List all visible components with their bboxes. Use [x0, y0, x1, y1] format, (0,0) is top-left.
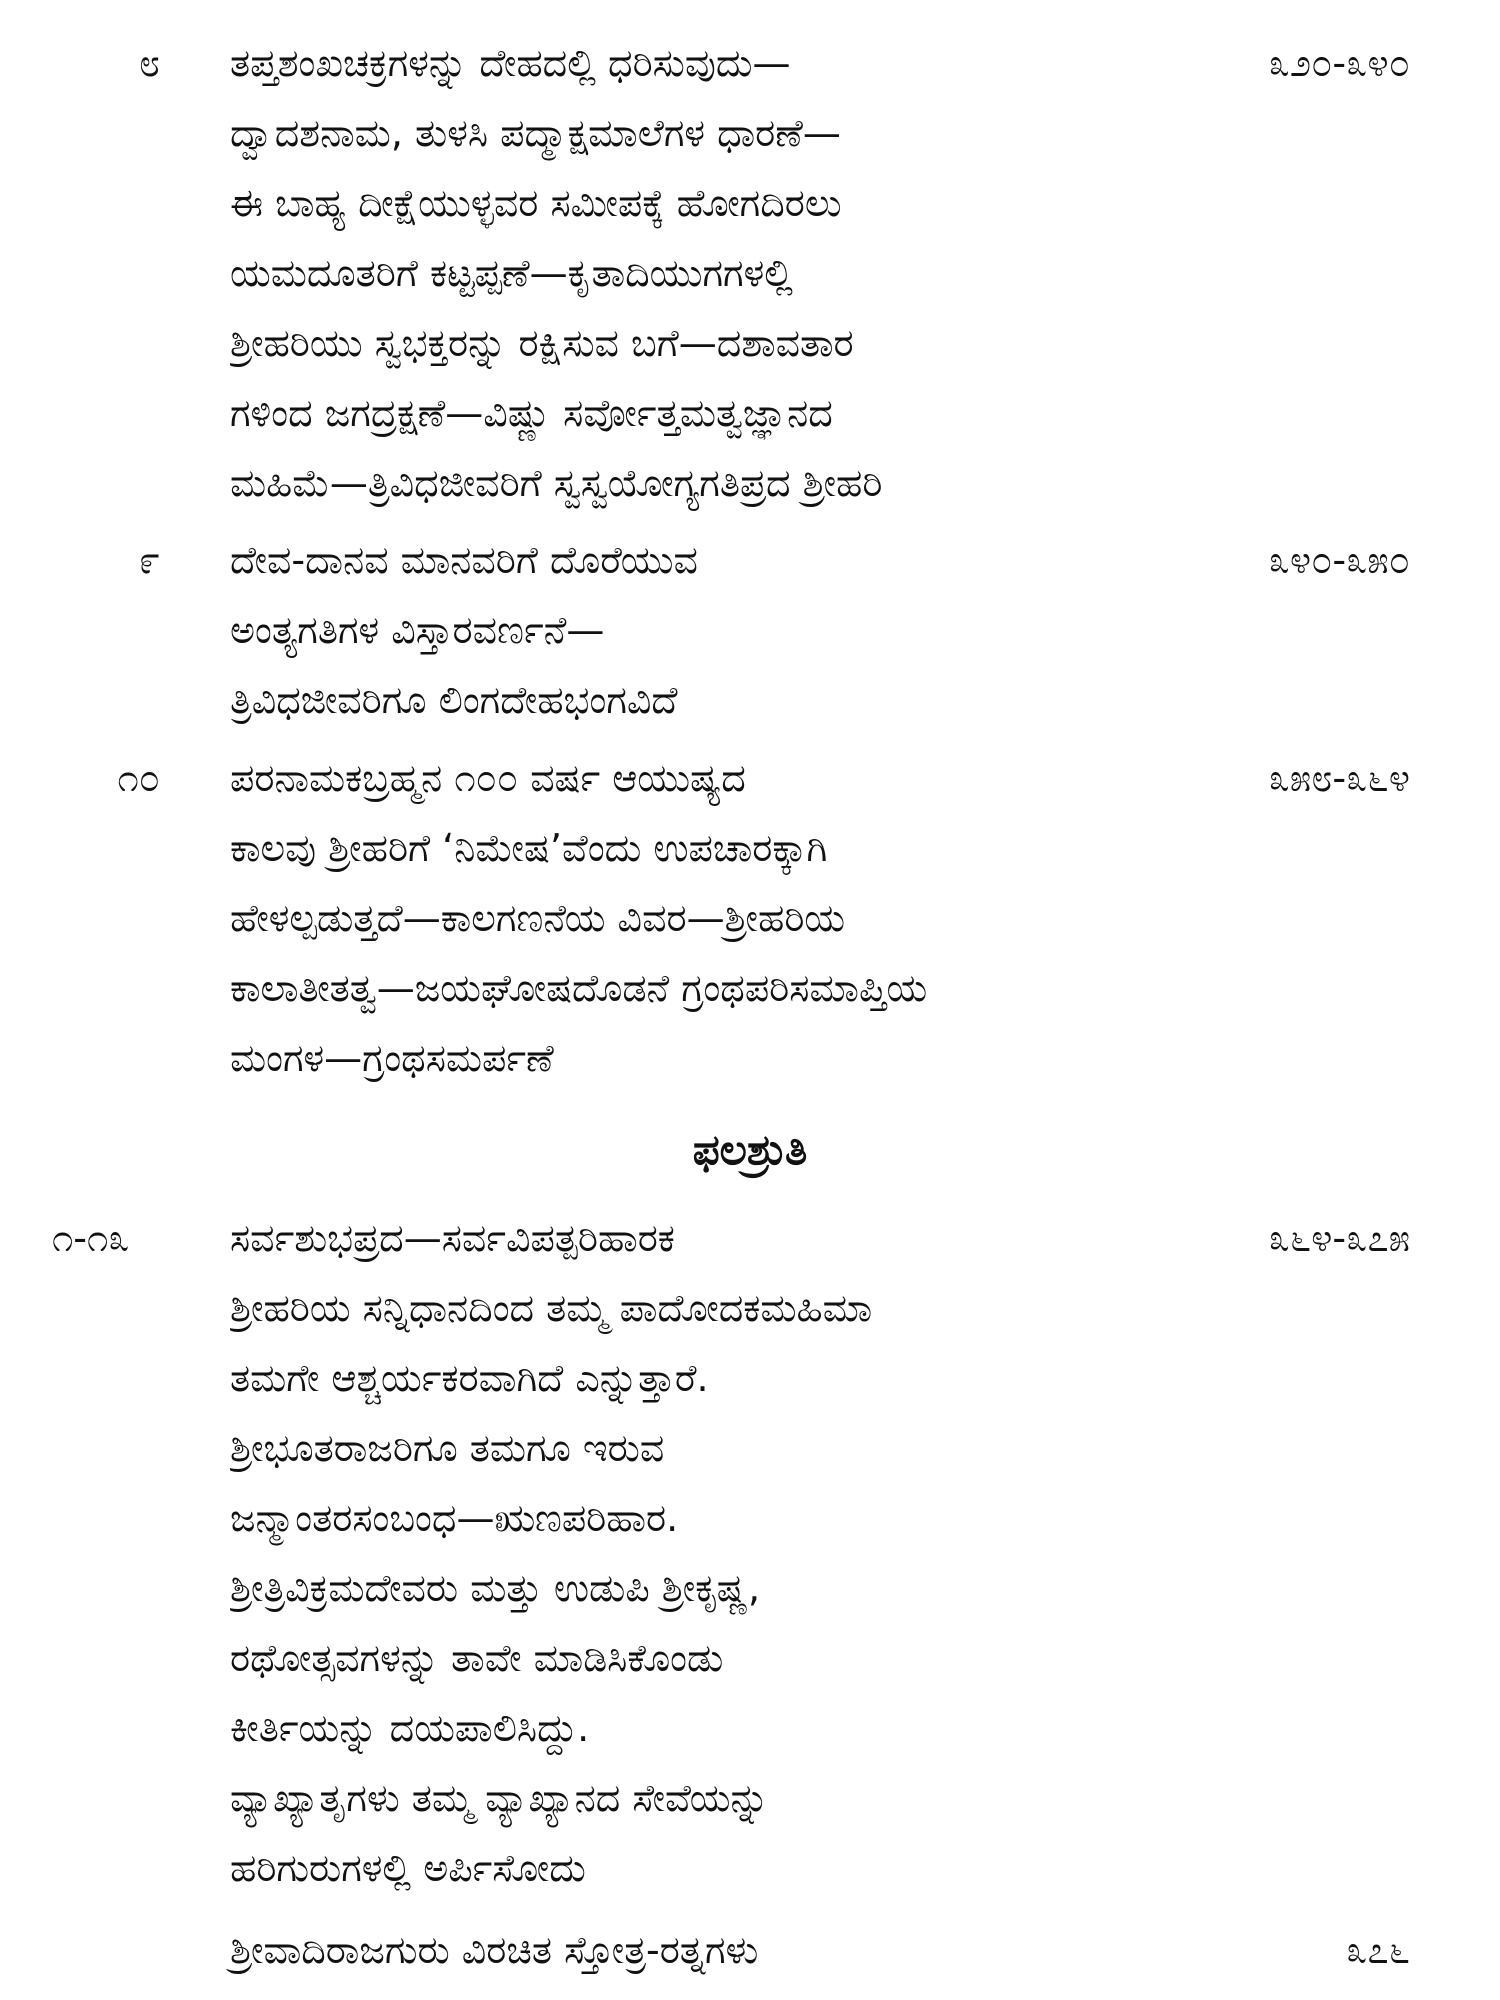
entry-line: ಈ ಬಾಹ್ಯ ದೀಕ್ಷೆಯುಳ್ಳವರ ಸಮೀಪಕ್ಕೆ ಹೋಗದಿರಲು [230, 181, 842, 225]
entry-line: ಗಳಿಂದ ಜಗದ್ರಕ್ಷಣೆ—ವಿಷ್ಣು ಸರ್ವೋತ್ತಮತ್ವಜ್ಞಾನದ [230, 391, 833, 435]
entry-line: ಮಹಿಮೆ—ತ್ರಿವಿಧಜೀವರಿಗೆ ಸ್ವಸ್ವಯೋಗ್ಯಗತಿಪ್ರದ ಶ್ರೀಹರಿ [230, 461, 883, 505]
entry-pages: ೩೪೦-೩೫೦ [1268, 538, 1410, 582]
entry-pages: ೩೬೪-೩೭೫ [1268, 1216, 1410, 1260]
entry-line: ತಮಗೇ ಆಶ್ಚರ್ಯಕರವಾಗಿದೆ ಎನ್ನುತ್ತಾರೆ. [230, 1356, 709, 1400]
entry-line: ಶ್ರೀಹರಿಯು ಸ್ವಭಕ್ತರನ್ನು ರಕ್ಷಿಸುವ ಬಗೆ—ದಶಾವತಾರ [230, 321, 854, 365]
entry-line: ಶ್ರೀಭೂತರಾಜರಿಗೂ ತಮಗೂ ಇರುವ [230, 1426, 665, 1470]
entry-line: ತಪ್ತಶಂಖಚಕ್ರಗಳನ್ನು ದೇಹದಲ್ಲಿ ಧರಿಸುವುದು— [230, 41, 791, 85]
entry-number: ೯ [138, 538, 160, 582]
entry-description [230, 28, 1230, 518]
entry-line: ಹರಿಗುರುಗಳಲ್ಲಿ ಅರ್ಪಿಸೋದು [230, 1846, 586, 1890]
entry-number: ೧-೧೩ [52, 1216, 130, 1260]
entry-line: ದೇವ-ದಾನವ ಮಾನವರಿಗೆ ದೊರೆಯುವ [230, 538, 698, 582]
entry-line: ವ್ಯಾಖ್ಯಾತೃಗಳು ತಮ್ಮ ವ್ಯಾಖ್ಯಾನದ ಸೇವೆಯನ್ನು [230, 1776, 769, 1820]
entry-pages: ೩೭೬ [1346, 1928, 1410, 1972]
entry-line: ಯಮದೂತರಿಗೆ ಕಟ್ಟಪ್ಪಣೆ—ಕೃತಾದಿಯುಗಗಳಲ್ಲಿ [230, 251, 793, 295]
entry-line: ಶ್ರೀಹರಿಯ ಸನ್ನಿಧಾನದಿಂದ ತಮ್ಮ ಪಾದೋದಕಮಹಿಮಾ [230, 1286, 873, 1330]
entry-line: ಅಂತ್ಯಗತಿಗಳ ವಿಸ್ತಾರವರ್ಣನೆ— [230, 608, 605, 652]
entry-line: ಕಾಲಾತೀತತ್ವ—ಜಯಘೋಷದೊಡನೆ ಗ್ರಂಥಪರಿಸಮಾಪ್ತಿಯ [230, 966, 928, 1010]
entry-line: ತ್ರಿವಿಧಜೀವರಿಗೂ ಲಿಂಗದೇಹಭಂಗವಿದೆ [230, 678, 678, 722]
entry-line: ಸರ್ವಶುಭಪ್ರದ—ಸರ್ವವಿಪತ್ಪರಿಹಾರಕ [230, 1216, 675, 1260]
entry-line: ಕೀರ್ತಿಯನ್ನು ದಯಪಾಲಿಸಿದ್ದು. [230, 1706, 590, 1750]
entry-line: ಶ್ರೀತ್ರಿವಿಕ್ರಮದೇವರು ಮತ್ತು ಉಡುಪಿ ಶ್ರೀಕೃಷ್ಣ, [230, 1566, 761, 1610]
entry-line: ಜನ್ಮಾಂತರಸಂಬಂಧ—ಋಣಪರಿಹಾರ. [230, 1496, 679, 1540]
entry-line: ಕಾಲವು ಶ್ರೀಹರಿಗೆ ‘ನಿಮೇಷ’ವೆಂದು ಉಪಚಾರಕ್ಕಾಗಿ [230, 826, 828, 870]
entry-line: ಹೇಳಲ್ಪಡುತ್ತದೆ—ಕಾಲಗಣನೆಯ ವಿವರ—ಶ್ರೀಹರಿಯ [230, 896, 846, 940]
entry-line: ರಥೋತ್ಸವಗಳನ್ನು ತಾವೇ ಮಾಡಿಸಿಕೊಂಡು [230, 1636, 724, 1680]
entry-number: ೮ [138, 41, 160, 85]
entry-description [230, 1203, 1230, 1903]
entry-line: ದ್ವಾದಶನಾಮ, ತುಳಸಿ ಪದ್ಮಾಕ್ಷಮಾಲೆಗಳ ಧಾರಣೆ— [230, 111, 841, 155]
entry-description [230, 525, 1230, 735]
stotra-title: ಶ್ರೀವಾದಿರಾಜಗುರು ವಿರಚಿತ ಸ್ತೋತ್ರ-ರತ್ನಗಳು [230, 1928, 759, 1972]
entry-line: ಮಂಗಳ—ಗ್ರಂಥಸಮರ್ಪಣೆ [230, 1036, 554, 1080]
entry-line: ಪರನಾಮಕಬ್ರಹ್ಮನ ೧೦೦ ವರ್ಷ ಆಯುಷ್ಯದ [230, 756, 746, 800]
entry-pages: ೩೨೦-೩೪೦ [1268, 41, 1410, 85]
entry-description [230, 743, 1230, 1093]
entry-number: ೧೦ [117, 756, 160, 800]
section-heading: ಫಲಶ್ರುತಿ [692, 1125, 808, 1174]
entry-pages: ೩೫೮-೩೬೪ [1268, 756, 1410, 800]
